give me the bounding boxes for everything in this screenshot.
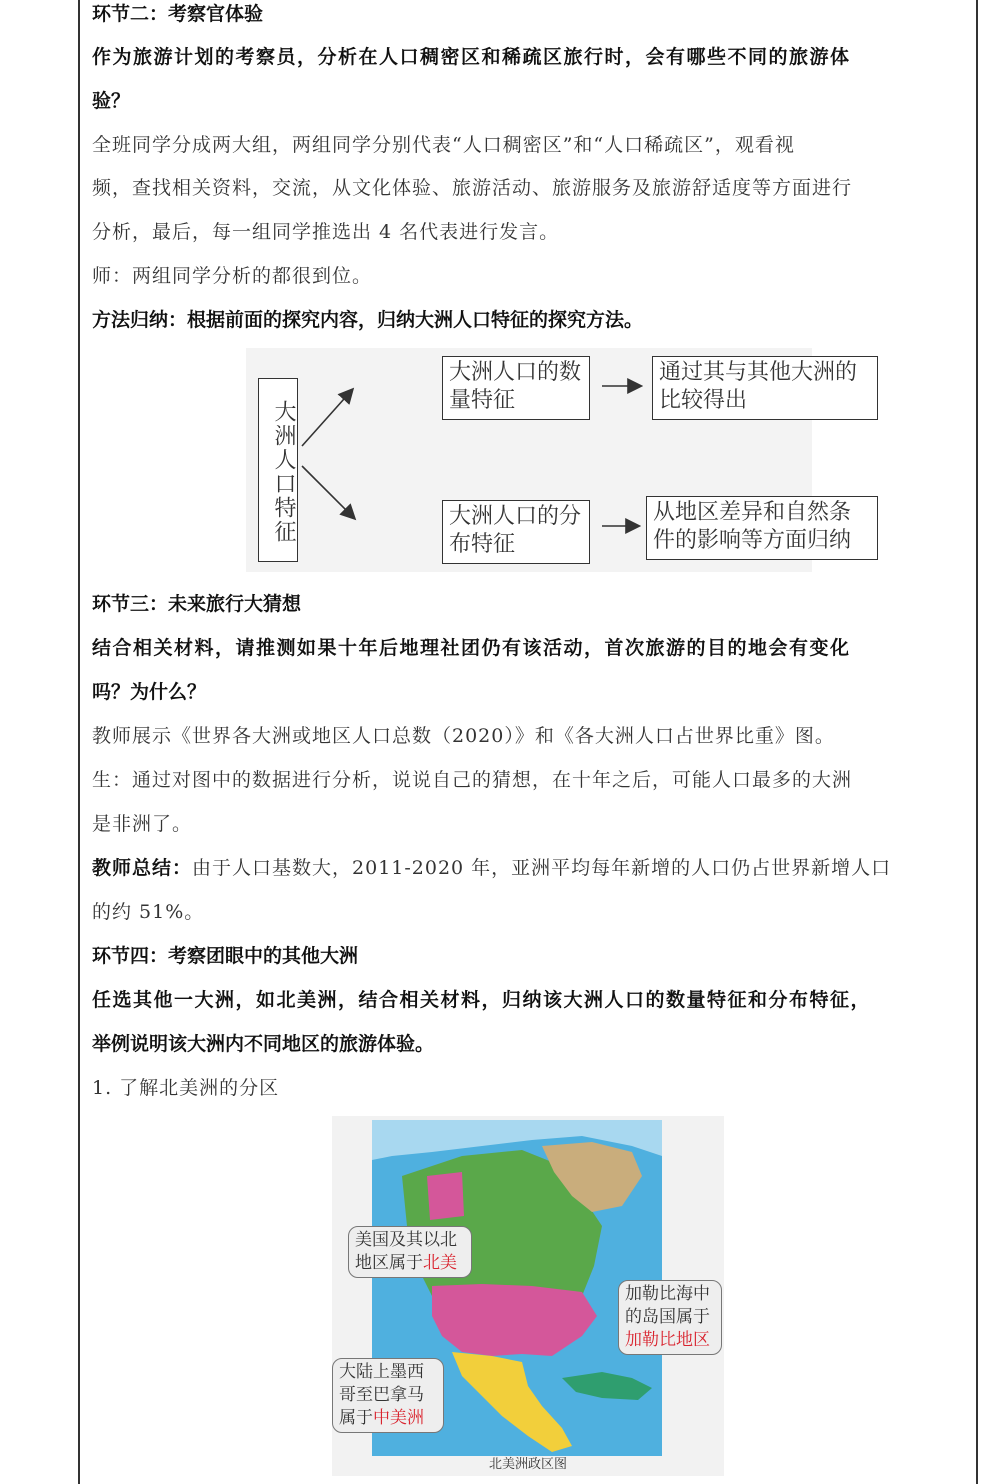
callout-carib-line2: 的岛国属于 bbox=[625, 1307, 710, 1327]
north-america-map bbox=[332, 1116, 724, 1476]
callout-central-line3 bbox=[339, 1407, 437, 1430]
diagram-branch1-result-box: 通过其与其他大洲的比较得出 bbox=[652, 356, 878, 420]
arrow-to-branch2 bbox=[302, 466, 354, 518]
callout-central-line2: 哥至巴拿马 bbox=[339, 1385, 424, 1405]
callout-central-america bbox=[332, 1358, 444, 1433]
section2-para-line3: 分析，最后，每一组同学推选出 4 名代表进行发言。 bbox=[92, 221, 560, 243]
map-alaska bbox=[427, 1172, 464, 1220]
section2-title: 环节二：考察官体验 bbox=[92, 3, 264, 25]
callout-caribbean bbox=[618, 1280, 722, 1355]
section2-para-line1: 全班同学分成两大组，两组同学分别代表“人口稠密区”和“人口稀疏区”，观看视 bbox=[92, 134, 795, 156]
section2-method: 方法归纳：根据前面的探究内容，归纳大洲人口特征的探究方法。 bbox=[92, 309, 644, 331]
callout-north-line1: 美国及其以北 bbox=[355, 1230, 457, 1250]
callout-north-line2 bbox=[355, 1252, 465, 1275]
section3-summary-line1 bbox=[92, 856, 891, 880]
section4-question-line2: 举例说明该大洲内不同地区的旅游体验。 bbox=[92, 1033, 435, 1055]
diagram-branch1-box: 大洲人口的数量特征 bbox=[442, 356, 590, 420]
section4-step1: 1. 了解北美洲的分区 bbox=[92, 1077, 280, 1099]
section4-question-line1: 任选其他一大洲，如北美洲，结合相关材料，归纳该大洲人口的数量特征和分布特征， bbox=[92, 989, 872, 1011]
callout-central-text: 属于 bbox=[339, 1408, 373, 1428]
callout-north-america bbox=[348, 1226, 472, 1278]
section2-question-line1: 作为旅游计划的考察员，分析在人口稠密区和稀疏区旅行时，会有哪些不同的旅游体 bbox=[92, 46, 851, 68]
summary-label: 教师总结： bbox=[92, 857, 193, 879]
map-caption: 北美洲政区图 bbox=[488, 1457, 567, 1472]
section3-title: 环节三：未来旅行大猜想 bbox=[92, 593, 302, 615]
diagram-branch2-box: 大洲人口的分布特征 bbox=[442, 500, 590, 564]
section4-title: 环节四：考察团眼中的其他大洲 bbox=[92, 945, 359, 967]
section3-student-line2: 是非洲了。 bbox=[92, 813, 193, 835]
arrow-to-branch1 bbox=[302, 390, 352, 446]
section3-question-line2: 吗？为什么？ bbox=[92, 681, 207, 703]
callout-central-line1: 大陆上墨西 bbox=[339, 1362, 424, 1382]
diagram-branch2-result-box: 从地区差异和自然条件的影响等方面归纳 bbox=[646, 496, 878, 560]
diagram-root-box: 大洲人口特征 bbox=[258, 378, 298, 562]
section3-summary-line2: 的约 51%。 bbox=[92, 901, 205, 923]
method-diagram bbox=[246, 348, 858, 572]
section2-para-line2: 频，查找相关资料，交流，从文化体验、旅游活动、旅游服务及旅游舒适度等方面进行 bbox=[92, 177, 853, 199]
callout-north-red: 北美 bbox=[423, 1253, 457, 1273]
summary-text: 由于人口基数大，2011-2020 年，亚洲平均每年新增的人口仍占世界新增人口 bbox=[192, 857, 892, 879]
section2-teacher-remark: 师：两组同学分析的都很到位。 bbox=[92, 265, 373, 287]
callout-central-red: 中美洲 bbox=[373, 1408, 424, 1428]
section3-teacher-show: 教师展示《世界各大洲或地区人口总数（2020）》和《各大洲人口占世界比重》图。 bbox=[92, 725, 835, 747]
document-page bbox=[78, 0, 978, 1484]
section2-question-line2: 验？ bbox=[92, 90, 131, 112]
callout-carib-red: 加勒比地区 bbox=[625, 1330, 710, 1350]
callout-north-text: 地区属于 bbox=[355, 1253, 423, 1273]
section3-question-line1: 结合相关材料，请推测如果十年后地理社团仍有该活动，首次旅游的目的地会有变化 bbox=[92, 637, 851, 659]
section3-student-line1: 生：通过对图中的数据进行分析，说说自己的猜想，在十年之后，可能人口最多的大洲 bbox=[92, 769, 853, 791]
callout-carib-line1: 加勒比海中 bbox=[625, 1284, 710, 1304]
